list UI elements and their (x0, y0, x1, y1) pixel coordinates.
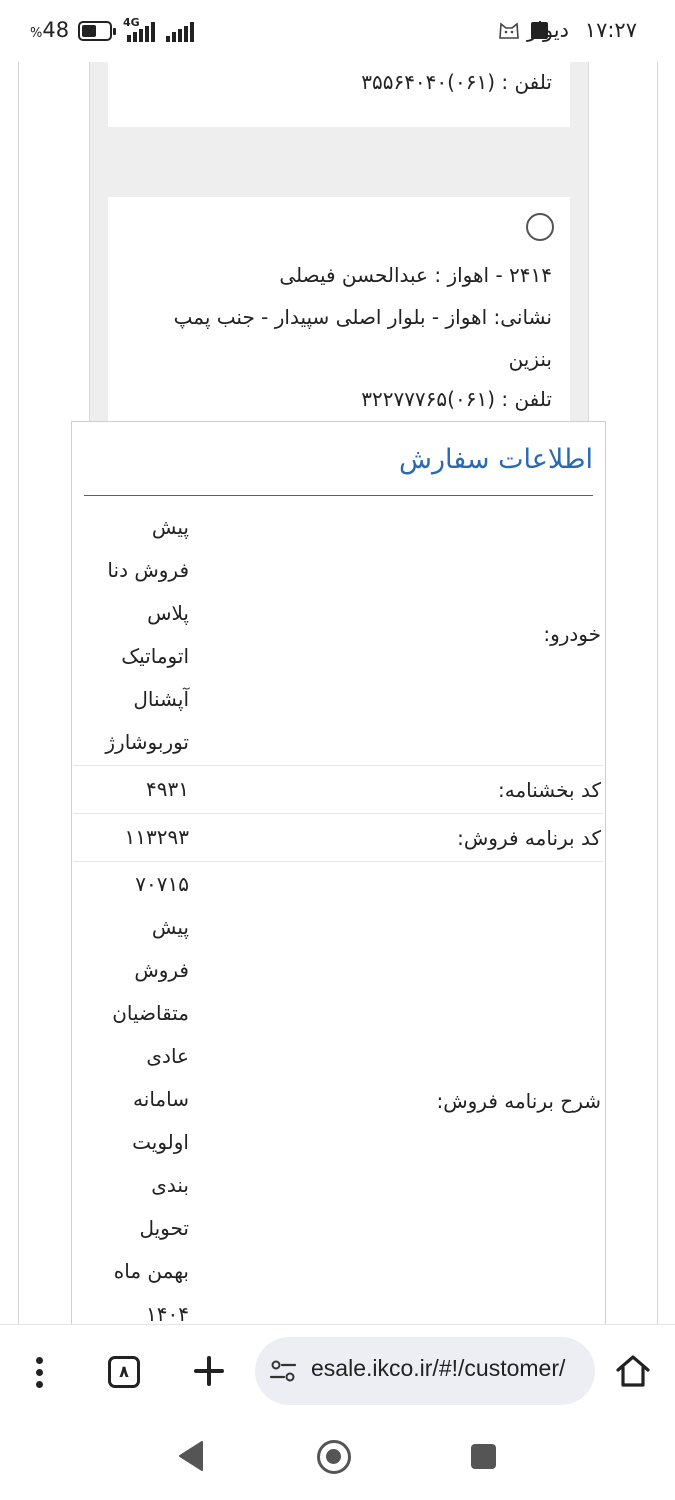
percent-sign: % (30, 26, 43, 41)
order-info-title: اطلاعات سفارش (399, 444, 593, 475)
dealer-card[interactable] (108, 62, 570, 127)
address-bar[interactable] (255, 1337, 595, 1405)
signal-icon-2 (166, 20, 198, 42)
cat-icon (498, 20, 520, 40)
menu-dots-icon[interactable] (34, 1355, 46, 1391)
sale-program-desc-value: ۷۰۷۱۵ پیش فروش متقاضیان عادی سامانه اولویت بندی تحویل بهمن ماه ۱۴۰۴ (112, 872, 189, 1324)
dealer-radio[interactable] (526, 213, 554, 241)
network-type: 4G (123, 16, 140, 29)
app-name: دیوار (526, 18, 569, 42)
row-divider (74, 861, 603, 862)
car-label: خودرو: (543, 622, 601, 646)
new-tab-button[interactable] (192, 1354, 226, 1388)
row-divider (74, 765, 603, 766)
web-page (18, 62, 658, 1324)
dealer-phone: تلفن : (۰۶۱)۳۲۲۷۷۷۶۵ (361, 387, 552, 411)
title-divider (84, 495, 593, 496)
battery-icon (78, 21, 112, 41)
order-info-panel (71, 421, 606, 1324)
sale-program-desc-label: شرح برنامه فروش: (436, 1089, 601, 1113)
circular-code-value: ۴۹۳۱ (146, 777, 189, 801)
dealer-card[interactable] (108, 197, 570, 428)
home-nav-icon[interactable] (317, 1440, 351, 1474)
battery-fill (82, 25, 96, 37)
dealer-address: نشانی: اهواز - بلوار اصلی سپیدار - جنب پمپ (173, 305, 552, 329)
site-settings-icon[interactable] (269, 1359, 297, 1383)
battery-percent-value: 48 (42, 18, 70, 42)
browser-toolbar (0, 1324, 675, 1419)
dealer-phone: تلفن : (۰۶۱)۳۵۵۶۴۰۴۰ (361, 70, 552, 94)
sale-program-code-value: ۱۱۳۲۹۳ (124, 825, 189, 849)
status-bar (0, 0, 675, 62)
dealer-address-cont: بنزین (508, 347, 552, 371)
car-value: پیش فروش دنا پلاس اتوماتیک آپشنال توربوشارژ (105, 515, 189, 754)
sale-program-code-label: کد برنامه فروش: (457, 826, 601, 850)
dealer-list (89, 62, 589, 448)
url-text: esale.ikco.ir/#!/customer/ (311, 1355, 566, 1381)
tab-switcher-button[interactable]: ۸ (108, 1356, 140, 1388)
signal-icon-1 (123, 20, 157, 42)
home-icon[interactable] (614, 1353, 652, 1389)
back-icon[interactable] (176, 1440, 204, 1472)
row-divider (74, 813, 603, 814)
circular-code-label: کد بخشنامه: (498, 778, 601, 802)
clock: ۱۷:۲۷ (584, 18, 637, 42)
battery-percent (30, 18, 69, 42)
recent-apps-icon[interactable] (471, 1444, 496, 1469)
system-nav-bar (0, 1419, 675, 1500)
dealer-title: ۲۴۱۴ - اهواز : عبدالحسن فیصلی (279, 263, 552, 287)
